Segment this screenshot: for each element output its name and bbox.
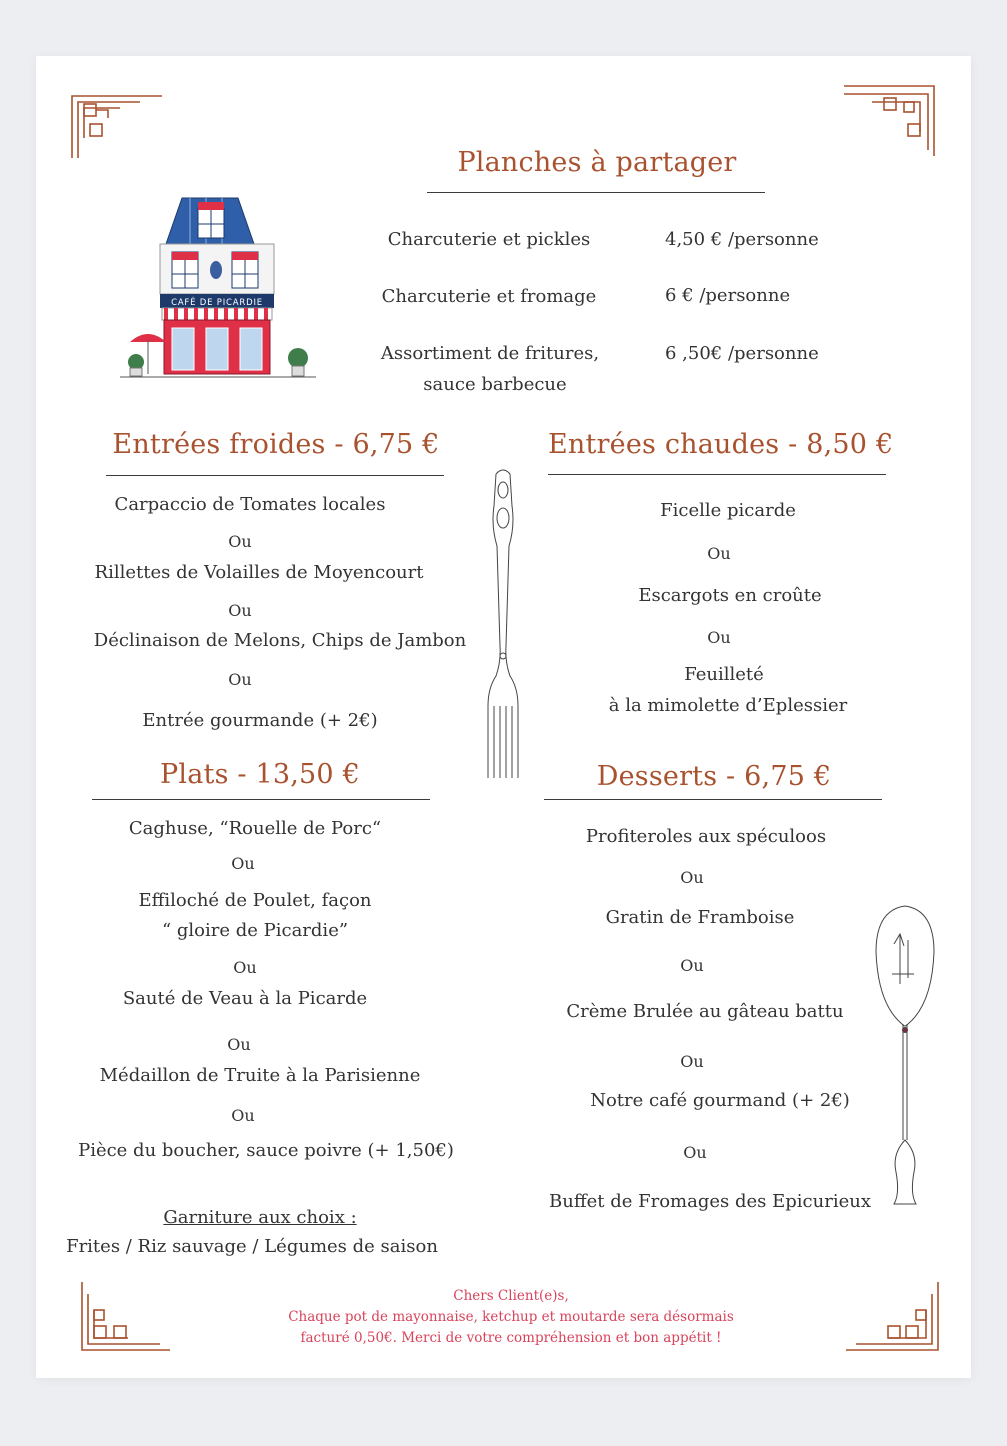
corner-ornament-top-left	[70, 88, 170, 168]
garniture-title: Garniture aux choix :	[163, 1207, 357, 1228]
note-line-3: facturé 0,50€. Merci de votre compréhension et bon appétit !	[300, 1330, 722, 1346]
entree-chaude-1: Ficelle picarde	[660, 500, 796, 521]
entrees-froides-title: Entrées froides - 6,75 €	[112, 429, 440, 460]
or-separator: Ou	[228, 601, 252, 620]
note-line-2: Chaque pot de mayonnaise, ketchup et moutarde sera désormais	[288, 1309, 734, 1325]
desserts-title: Desserts - 6,75 €	[596, 761, 832, 792]
corner-ornament-top-right	[842, 84, 942, 164]
plat-3: Sauté de Veau à la Picarde	[122, 988, 368, 1009]
entree-chaude-3-line-1: Feuilleté	[684, 664, 764, 685]
planche-item-2-name: Charcuterie et fromage	[381, 286, 597, 307]
planches-rule	[427, 192, 765, 193]
or-separator: Ou	[227, 1035, 251, 1054]
fork-illustration	[482, 466, 524, 782]
spoon-illustration	[870, 904, 940, 1210]
entree-froide-3: Déclinaison de Melons, Chips de Jambon	[93, 630, 467, 651]
or-separator: Ou	[228, 532, 252, 551]
entree-froide-4: Entrée gourmande (+ 2€)	[142, 710, 378, 731]
footer-note	[266, 1286, 756, 1349]
entree-chaude-3-line-2: à la mimolette d’Eplessier	[608, 695, 848, 716]
entrees-chaudes-rule	[548, 474, 886, 475]
cafe-building-illustration	[120, 194, 320, 386]
dessert-3: Crème Brulée au gâteau battu	[566, 1001, 844, 1022]
corner-ornament-bottom-left	[80, 1280, 180, 1360]
planche-item-1-name: Charcuterie et pickles	[387, 229, 591, 250]
planche-item-2-price: 6 € /personne	[665, 285, 791, 306]
dessert-1: Profiteroles aux spéculoos	[585, 826, 827, 847]
dessert-5: Buffet de Fromages des Epicurieux	[549, 1191, 871, 1212]
entrees-chaudes-title: Entrées chaudes - 8,50 €	[548, 429, 894, 460]
or-separator: Ou	[680, 868, 704, 887]
garniture-options: Frites / Riz sauvage / Légumes de saison	[66, 1236, 438, 1257]
planches-title: Planches à partager	[457, 147, 737, 178]
or-separator: Ou	[707, 628, 731, 647]
entree-chaude-2: Escargots en croûte	[638, 585, 822, 606]
plat-4: Médaillon de Truite à la Parisienne	[99, 1065, 421, 1086]
corner-ornament-bottom-right	[844, 1280, 944, 1360]
or-separator: Ou	[228, 670, 252, 689]
note-line-1: Chers Client(e)s,	[453, 1288, 569, 1304]
or-separator: Ou	[707, 544, 731, 563]
dessert-2: Gratin de Framboise	[605, 907, 795, 928]
or-separator: Ou	[680, 956, 704, 975]
or-separator: Ou	[231, 1106, 255, 1125]
planche-item-3-name-line-2: sauce barbecue	[423, 374, 567, 395]
or-separator: Ou	[680, 1052, 704, 1071]
plats-rule	[92, 799, 430, 800]
entrees-froides-rule	[106, 475, 444, 476]
plat-5: Pièce du boucher, sauce poivre (+ 1,50€)	[78, 1140, 454, 1161]
planche-item-1-price: 4,50 € /personne	[665, 229, 819, 250]
entree-froide-2: Rillettes de Volailles de Moyencourt	[94, 562, 424, 583]
menu-page	[36, 56, 971, 1378]
plats-title: Plats - 13,50 €	[160, 759, 360, 790]
planche-item-3-price: 6 ,50€ /personne	[665, 343, 819, 364]
plat-2-line-2: “ gloire de Picardie”	[161, 920, 349, 941]
desserts-rule	[544, 799, 882, 800]
or-separator: Ou	[231, 854, 255, 873]
plat-1: Caghuse, “Rouelle de Porc“	[128, 818, 382, 839]
entree-froide-1: Carpaccio de Tomates locales	[114, 494, 386, 515]
or-separator: Ou	[233, 958, 257, 977]
plat-2-line-1: Effiloché de Poulet, façon	[138, 890, 372, 911]
or-separator: Ou	[683, 1143, 707, 1162]
planche-item-3-name-line-1: Assortiment de fritures,	[380, 343, 600, 364]
building-sign: CAFÉ DE PICARDIE	[171, 298, 263, 308]
dessert-4: Notre café gourmand (+ 2€)	[590, 1090, 850, 1111]
